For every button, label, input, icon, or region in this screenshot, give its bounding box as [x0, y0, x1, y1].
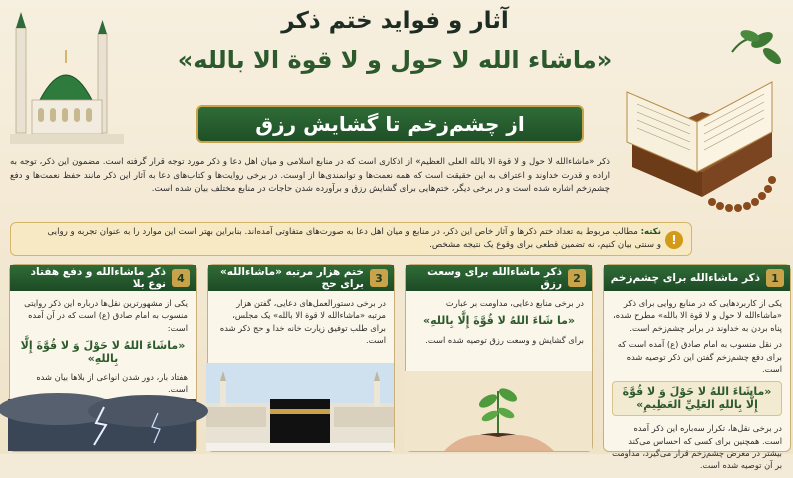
exclamation-icon: !: [665, 231, 683, 249]
card-number: 2: [568, 269, 586, 287]
card-body: [208, 291, 394, 353]
note-box: [10, 222, 692, 256]
dhikr-box: «ماشَاءَ اللهُ لا حَوْلَ وَ لا قُوَّةَ إِلَّا بِاللهِ العَلِيِّ العَظِيمِ»: [612, 381, 782, 416]
card-title: ذکر ماشاءالله برای وسعت رزق: [427, 266, 562, 290]
seedling-in-hands-image: [404, 371, 592, 451]
note-body: مطالب مربوط به تعداد ختم ذکرها و آثار خاص این ذکر، در منابع و میان اهل دعا به صورت‌های متفاوتی آمده‌اند. بنابراین بهتر است این موارد را به عنوان تجربه و روایی و سنتی بیان کنیم، نه تضمین قطعی برای وقوع یک نتیجه مشخص.: [47, 227, 661, 250]
dhikr-title: «ماشاء الله لا حول و لا قوة الا بالله»: [177, 46, 613, 74]
card-evil-eye: [603, 264, 791, 471]
card-text: در نقل منسوب به امام صادق (ع) آمده است که برای دفع چشم‌زخم گفتن این ذکر توصیه شده است.: [617, 339, 782, 375]
card-text: در برخی دستورالعمل‌های دعایی، گفتن هزار مرتبه «ماشاءالله لا قوة الا بالله» یک مجلس، برای طلب توفیق زیارت خانه خدا و حج ذکر شده است.: [219, 298, 386, 346]
card-body: [604, 291, 790, 478]
card-text: برای گشایش و وسعت رزق توصیه شده است.: [425, 334, 584, 345]
note-text: [41, 226, 661, 252]
card-text: در برخی منابع دعایی، مداومت بر عبارت: [445, 298, 584, 308]
kaaba-image: [206, 363, 394, 451]
mosque-illustration: [8, 8, 126, 148]
card-seventy-calamities: [9, 264, 197, 452]
card-header: [604, 265, 790, 291]
note-label: نکته:: [640, 227, 661, 237]
card-hajj: [207, 264, 395, 452]
card-text: یکی از مشهورترین نقل‌ها درباره این ذکر روایتی منسوب به امام صادق (ع) است که در آن آمده است:: [24, 298, 188, 333]
card-title: ختم هزار مرتبه «ماشاءالله» برای حج: [220, 266, 364, 290]
card-header: [208, 265, 394, 291]
card-header: [406, 265, 592, 291]
card-body: [406, 291, 592, 352]
intro-paragraph: ذکر «ماشاءالله لا حول و لا قوة الا بالله العلی العظیم» از اذکاری است که در منابع اسلامی و میان اهل دعا و ذکر مورد توجه قرار گرفته است. مضمون این ذکر، توجه به اراده و قدرت خداوند و اعتراف به این حقیقت است که همه نعمت‌ها و توانمندی‌ها از اوست. در برخی روایت‌ها و کتاب‌های دعا به آثار این ذکر مانند حفظ نعمت‌ها و دفع چشم‌زخم اشاره شده است و در برخی دیگر، ختم‌هایی برای گشایش رزق و برآورده شدن حاجات در منابع مختلف بیان شده است.: [10, 157, 610, 195]
card-text: یکی از کاربردهایی که در منابع روایی برای ذکر «ماشاءالله لا حول و لا قوة الا بالله» مطرح شده، پناه بردن به خداوند در برابر چشم‌زخم است.: [613, 298, 782, 333]
dhikr-text: «ما شَاءَ اللهُ لا قُوَّةَ إِلَّا بِاللهِ»: [422, 314, 576, 328]
card-number: 1: [766, 269, 784, 287]
card-text: در برخی نقل‌ها، تکرار سه‌باره این ذکر آمده است. همچنین برای کسی که احساس می‌کند بیشتر در معرض چشم‌زخم قرار می‌گیرد، مداومت بر آن توصیه شده است.: [612, 423, 782, 471]
card-number: 3: [370, 269, 388, 287]
card-title: ذکر ماشاءالله و دفع هفتاد نوع بلا: [30, 266, 166, 290]
dhikr-text: «ماشَاءَ اللهُ لا حَوْلَ وَ لا قُوَّةَ إِلَّا بِاللهِ»: [20, 339, 186, 365]
card-title: ذکر ماشاءالله برای چشم‌زخم: [610, 272, 760, 284]
page-title: آثار و فواید ختم ذکر: [281, 8, 509, 34]
subtitle-banner: از چشم‌زخم تا گشایش رزق: [196, 105, 584, 143]
storm-lightning-image: [8, 399, 196, 451]
card-sustenance: [405, 264, 593, 452]
card-header: [10, 265, 196, 291]
card-body: [10, 291, 196, 402]
card-number: 4: [172, 269, 190, 287]
card-text: هفتاد بار، دور شدن انواعی از بلاها بیان شده است.: [36, 372, 188, 395]
